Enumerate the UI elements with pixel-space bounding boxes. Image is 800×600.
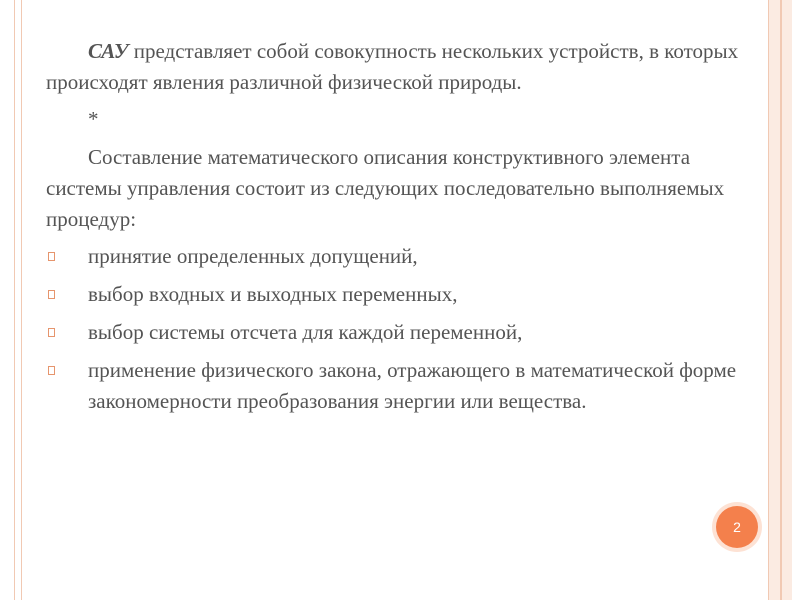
procedure-paragraph: Составление математического описания конструктивного элемента системы управления состоит из следующих последовательно выполняемых процедур:: [46, 145, 725, 231]
slide-content: [46, 36, 756, 424]
asterisk-separator: *: [88, 107, 99, 131]
intro-paragraph: [46, 36, 756, 98]
procedure-list: [46, 241, 756, 417]
list-item-text: применение физического закона, отражающего в математической форме закономерности преобразования энергии или вещества.: [88, 358, 737, 413]
bullet-icon: [48, 252, 55, 261]
term-sau: САУ: [88, 39, 129, 63]
list-item: [46, 355, 756, 417]
bullet-icon: [48, 328, 55, 337]
bullet-icon: [48, 366, 55, 375]
list-item: [46, 279, 756, 310]
page-number-badge: 2: [716, 506, 758, 548]
left-frame-border: [14, 0, 22, 600]
list-item: [46, 241, 756, 272]
list-item-text: выбор системы отсчета для каждой переменной,: [88, 320, 523, 344]
bullet-icon: [48, 290, 55, 299]
intro-text: представляет собой совокупность нескольких устройств, в которых происходят явления различной физической природы.: [46, 39, 739, 94]
list-item: [46, 317, 756, 348]
right-frame-line: [780, 0, 782, 600]
list-item-text: выбор входных и выходных переменных,: [88, 282, 458, 306]
list-item-text: принятие определенных допущений,: [88, 244, 418, 268]
